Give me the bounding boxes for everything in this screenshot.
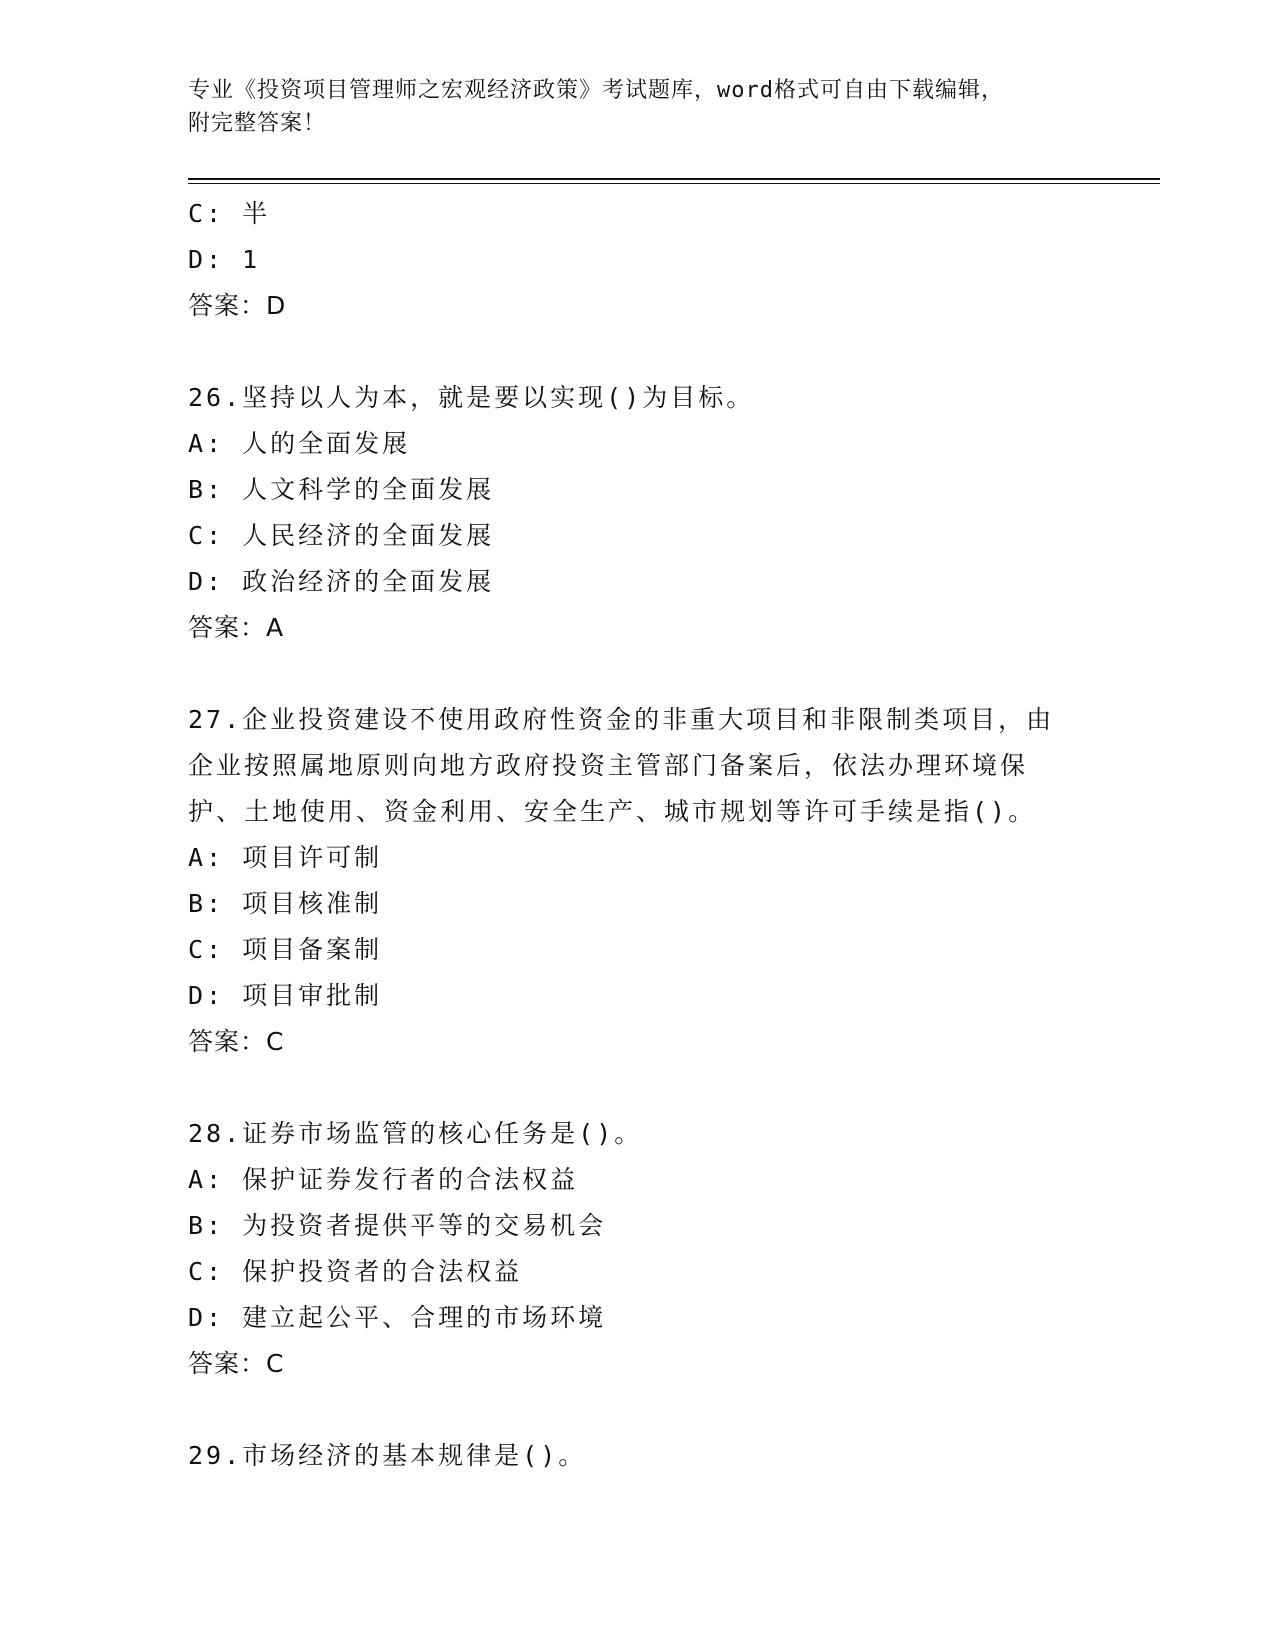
question-stem-line-2: 企业按照属地原则向地方政府投资主管部门备案后，依法办理环境保 — [188, 751, 1029, 780]
answer: 答案：D — [188, 291, 287, 320]
header-line-2: 附完整答案！ — [188, 111, 327, 136]
question-stem: 29.市场经济的基本规律是()。 — [188, 1441, 587, 1470]
question-26 — [188, 375, 1148, 651]
spacer — [188, 1065, 1148, 1111]
question-stem-line-1: 27.企业投资建设不使用政府性资金的非重大项目和非限制类项目，由 — [188, 705, 1055, 734]
spacer — [188, 651, 1148, 697]
option-d: D: 1 — [188, 245, 261, 274]
header-divider-thin — [188, 183, 1160, 184]
option-a: A: 人的全面发展 — [188, 429, 411, 458]
header-divider-thick — [188, 178, 1160, 180]
option-d: D: 政治经济的全面发展 — [188, 567, 495, 596]
answer: 答案：A — [188, 613, 285, 642]
question-27 — [188, 697, 1148, 1065]
answer: 答案：C — [188, 1349, 285, 1378]
option-d: D: 建立起公平、合理的市场环境 — [188, 1303, 607, 1332]
question-25 — [188, 191, 1148, 329]
question-stem-line-3: 护、土地使用、资金利用、安全生产、城市规划等许可手续是指()。 — [188, 797, 1037, 826]
question-29 — [188, 1433, 1148, 1479]
spacer — [188, 1387, 1148, 1433]
question-stem: 28.证券市场监管的核心任务是()。 — [188, 1119, 643, 1148]
option-b: B: 人文科学的全面发展 — [188, 475, 495, 504]
option-b: B: 项目核准制 — [188, 889, 383, 918]
header-line-1: 专业《投资项目管理师之宏观经济政策》考试题库，word格式可自由下载编辑， — [188, 78, 1004, 103]
question-list — [188, 191, 1148, 1479]
question-28 — [188, 1111, 1148, 1387]
option-c: C: 项目备案制 — [188, 935, 383, 964]
option-c: C: 保护投资者的合法权益 — [188, 1257, 523, 1286]
spacer — [188, 329, 1148, 375]
option-b: B: 为投资者提供平等的交易机会 — [188, 1211, 607, 1240]
option-a: A: 保护证券发行者的合法权益 — [188, 1165, 579, 1194]
option-a: A: 项目许可制 — [188, 843, 383, 872]
option-c: C: 半 — [188, 199, 271, 228]
option-d: D: 项目审批制 — [188, 981, 383, 1010]
option-c: C: 人民经济的全面发展 — [188, 521, 495, 550]
answer: 答案：C — [188, 1027, 285, 1056]
document-header — [188, 74, 1088, 140]
question-stem: 26.坚持以人为本，就是要以实现()为目标。 — [188, 383, 755, 412]
